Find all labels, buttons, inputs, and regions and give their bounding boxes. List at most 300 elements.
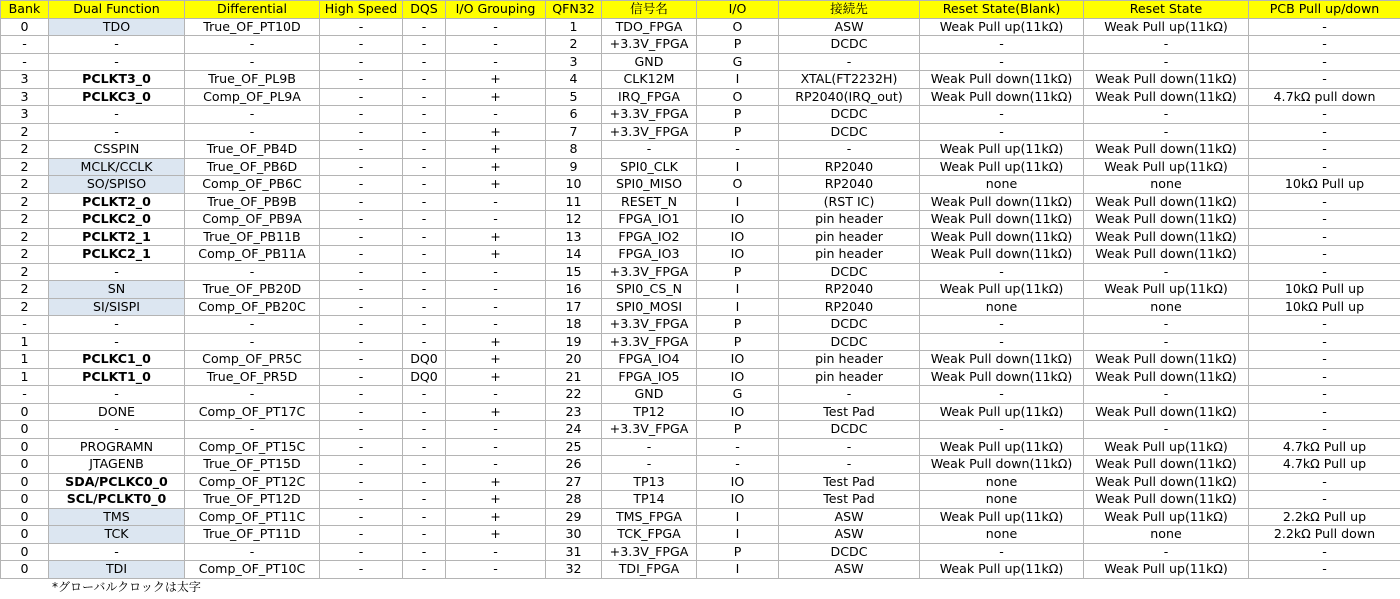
table-cell: - (1249, 333, 1400, 351)
table-cell: G (697, 53, 779, 71)
table-cell: pin header (779, 211, 920, 229)
table-cell: - (185, 263, 320, 281)
table-cell: GND (602, 386, 697, 404)
table-cell: - (185, 123, 320, 141)
table-cell: - (320, 333, 403, 351)
table-cell: 2 (1, 193, 49, 211)
table-cell: - (920, 106, 1084, 124)
table-cell: - (320, 561, 403, 579)
table-cell: MCLK/CCLK (49, 158, 185, 176)
table-cell: 21 (546, 368, 602, 386)
table-cell: - (779, 386, 920, 404)
table-row (1, 18, 1400, 36)
table-cell: Weak Pull up(11kΩ) (1084, 158, 1249, 176)
table-cell: FPGA_IO4 (602, 351, 697, 369)
table-cell: I (697, 298, 779, 316)
table-row (1, 456, 1400, 474)
table-cell: pin header (779, 246, 920, 264)
table-cell: PROGRAMN (49, 438, 185, 456)
table-cell: 0 (1, 473, 49, 491)
table-cell: - (1249, 193, 1400, 211)
table-cell: Weak Pull down(11kΩ) (1084, 473, 1249, 491)
table-cell: 0 (1, 561, 49, 579)
table-cell: - (49, 263, 185, 281)
table-cell: - (1249, 403, 1400, 421)
table-cell: - (49, 106, 185, 124)
table-row (1, 158, 1400, 176)
table-cell: - (320, 123, 403, 141)
table-cell: - (403, 438, 446, 456)
table-cell: - (446, 193, 546, 211)
table-cell: 24 (546, 421, 602, 439)
table-cell: - (403, 123, 446, 141)
table-cell: Comp_OF_PB11A (185, 246, 320, 264)
table-cell: none (1084, 526, 1249, 544)
table-cell: CLK12M (602, 71, 697, 89)
table-cell: CSSPIN (49, 141, 185, 159)
table-cell: P (697, 316, 779, 334)
table-cell: TCK_FPGA (602, 526, 697, 544)
table-cell: - (602, 141, 697, 159)
table-cell: - (1249, 53, 1400, 71)
table-cell: 14 (546, 246, 602, 264)
table-row (1, 561, 1400, 579)
table-cell: pin header (779, 368, 920, 386)
table-cell: Comp_OF_PL9A (185, 88, 320, 106)
table-cell: - (403, 246, 446, 264)
table-row (1, 508, 1400, 526)
table-cell: - (320, 36, 403, 54)
table-cell: P (697, 106, 779, 124)
table-cell: SI/SISPI (49, 298, 185, 316)
table-cell: +3.3V_FPGA (602, 263, 697, 281)
table-cell: Weak Pull down(11kΩ) (1084, 141, 1249, 159)
table-cell: - (1084, 36, 1249, 54)
table-cell: Comp_OF_PR5C (185, 351, 320, 369)
table-cell: GND (602, 53, 697, 71)
table-cell: Weak Pull down(11kΩ) (1084, 351, 1249, 369)
table-cell: - (1084, 543, 1249, 561)
table-cell: FPGA_IO1 (602, 211, 697, 229)
table-cell: O (697, 18, 779, 36)
table-cell: - (403, 298, 446, 316)
table-cell: I (697, 526, 779, 544)
table-cell: + (446, 403, 546, 421)
table-cell: - (446, 561, 546, 579)
table-cell: - (403, 211, 446, 229)
table-cell: 1 (546, 18, 602, 36)
table-row (1, 491, 1400, 509)
table-cell: pin header (779, 351, 920, 369)
table-cell: DCDC (779, 106, 920, 124)
table-cell: True_OF_PB20D (185, 281, 320, 299)
table-cell: Weak Pull down(11kΩ) (1084, 368, 1249, 386)
table-cell: 29 (546, 508, 602, 526)
table-cell: - (320, 88, 403, 106)
table-cell: - (920, 53, 1084, 71)
table-cell: PCLKC2_1 (49, 246, 185, 264)
table-cell: - (49, 53, 185, 71)
table-cell: - (403, 88, 446, 106)
table-cell: ASW (779, 18, 920, 36)
table-cell: - (403, 456, 446, 474)
table-cell: +3.3V_FPGA (602, 316, 697, 334)
table-cell: Weak Pull down(11kΩ) (1084, 228, 1249, 246)
table-cell: - (403, 36, 446, 54)
table-cell: - (320, 211, 403, 229)
table-row (1, 473, 1400, 491)
table-cell: - (403, 53, 446, 71)
table-cell: TP13 (602, 473, 697, 491)
table-cell: - (49, 123, 185, 141)
column-header: DQS (403, 1, 446, 19)
table-cell: RP2040 (779, 281, 920, 299)
table-row (1, 438, 1400, 456)
table-cell: 15 (546, 263, 602, 281)
table-cell: 26 (546, 456, 602, 474)
column-header: I/O (697, 1, 779, 19)
table-cell: - (1249, 543, 1400, 561)
table-cell: TDO (49, 18, 185, 36)
table-cell: - (320, 281, 403, 299)
table-cell: PCLKC3_0 (49, 88, 185, 106)
table-cell: +3.3V_FPGA (602, 421, 697, 439)
table-cell: - (320, 106, 403, 124)
table-cell: - (403, 141, 446, 159)
table-cell: - (403, 386, 446, 404)
table-cell: + (446, 508, 546, 526)
table-cell: none (920, 176, 1084, 194)
table-cell: - (49, 386, 185, 404)
table-cell: 4.7kΩ Pull up (1249, 456, 1400, 474)
table-cell: Weak Pull down(11kΩ) (920, 228, 1084, 246)
table-row (1, 421, 1400, 439)
table-cell: ASW (779, 508, 920, 526)
table-row (1, 403, 1400, 421)
table-cell: 3 (1, 106, 49, 124)
table-cell: - (1249, 123, 1400, 141)
table-cell: none (920, 298, 1084, 316)
table-cell: IO (697, 246, 779, 264)
table-cell: Weak Pull up(11kΩ) (920, 18, 1084, 36)
table-cell: 32 (546, 561, 602, 579)
column-header: I/O Grouping (446, 1, 546, 19)
table-cell: Weak Pull up(11kΩ) (920, 403, 1084, 421)
table-cell: - (446, 386, 546, 404)
table-cell: - (1249, 561, 1400, 579)
table-cell: TP14 (602, 491, 697, 509)
table-cell: - (185, 333, 320, 351)
table-cell: Comp_OF_PT12C (185, 473, 320, 491)
table-cell: Test Pad (779, 403, 920, 421)
table-cell: DCDC (779, 263, 920, 281)
table-cell: 2 (546, 36, 602, 54)
table-cell: SDA/PCLKC0_0 (49, 473, 185, 491)
table-cell: JTAGENB (49, 456, 185, 474)
table-cell: - (403, 421, 446, 439)
table-cell: IO (697, 403, 779, 421)
table-cell: PCLKT2_1 (49, 228, 185, 246)
table-cell: 3 (546, 53, 602, 71)
table-cell: - (1249, 36, 1400, 54)
table-cell: DCDC (779, 543, 920, 561)
table-cell: - (403, 508, 446, 526)
table-cell: - (446, 106, 546, 124)
table-cell: + (446, 351, 546, 369)
table-cell: 2 (1, 298, 49, 316)
table-cell: - (185, 53, 320, 71)
table-cell: True_OF_PB6D (185, 158, 320, 176)
table-cell: Comp_OF_PB9A (185, 211, 320, 229)
table-cell: + (446, 526, 546, 544)
table-cell: Comp_OF_PT11C (185, 508, 320, 526)
table-cell: - (403, 316, 446, 334)
table-cell: - (320, 53, 403, 71)
table-cell: P (697, 543, 779, 561)
table-cell: 2 (1, 211, 49, 229)
table-cell: O (697, 88, 779, 106)
table-cell: 2 (1, 158, 49, 176)
table-cell: + (446, 473, 546, 491)
table-cell: IO (697, 368, 779, 386)
table-cell: 17 (546, 298, 602, 316)
table-row (1, 543, 1400, 561)
table-cell: P (697, 333, 779, 351)
table-cell: True_OF_PL9B (185, 71, 320, 89)
table-cell: I (697, 281, 779, 299)
table-row (1, 386, 1400, 404)
table-cell: Comp_OF_PT17C (185, 403, 320, 421)
table-cell: Weak Pull down(11kΩ) (920, 456, 1084, 474)
table-cell: + (446, 333, 546, 351)
table-cell: - (920, 421, 1084, 439)
table-cell: - (320, 438, 403, 456)
table-cell: SCL/PCLKT0_0 (49, 491, 185, 509)
table-cell: - (1249, 246, 1400, 264)
table-cell: + (446, 228, 546, 246)
table-cell: + (446, 71, 546, 89)
table-cell: - (920, 543, 1084, 561)
table-cell: + (446, 158, 546, 176)
table-cell: ASW (779, 526, 920, 544)
table-row (1, 526, 1400, 544)
table-cell: - (602, 456, 697, 474)
table-cell: - (320, 228, 403, 246)
table-cell: Test Pad (779, 473, 920, 491)
table-cell: True_OF_PT12D (185, 491, 320, 509)
table-cell: PCLKT2_0 (49, 193, 185, 211)
table-cell: - (1, 36, 49, 54)
column-header: Differential (185, 1, 320, 19)
table-cell: 0 (1, 438, 49, 456)
table-cell: - (320, 456, 403, 474)
table-cell: 6 (546, 106, 602, 124)
table-cell: - (49, 421, 185, 439)
table-cell: Weak Pull up(11kΩ) (1084, 561, 1249, 579)
table-cell: - (320, 71, 403, 89)
table-cell: - (446, 211, 546, 229)
table-cell: 2 (1, 228, 49, 246)
table-cell: Weak Pull down(11kΩ) (1084, 71, 1249, 89)
table-cell: - (1084, 333, 1249, 351)
table-cell: - (1084, 106, 1249, 124)
table-cell: - (320, 18, 403, 36)
table-cell: 11 (546, 193, 602, 211)
table-cell: 10kΩ Pull up (1249, 298, 1400, 316)
table-cell: True_OF_PR5D (185, 368, 320, 386)
table-cell: - (1084, 386, 1249, 404)
table-cell: Weak Pull up(11kΩ) (1084, 18, 1249, 36)
table-cell: 0 (1, 526, 49, 544)
table-cell: - (185, 36, 320, 54)
table-row (1, 368, 1400, 386)
table-cell: 1 (1, 368, 49, 386)
table-cell: 13 (546, 228, 602, 246)
table-cell: 0 (1, 543, 49, 561)
table-cell: +3.3V_FPGA (602, 333, 697, 351)
table-cell: - (403, 281, 446, 299)
table-row (1, 123, 1400, 141)
table-cell: - (49, 543, 185, 561)
table-cell: TCK (49, 526, 185, 544)
table-cell: RESET_N (602, 193, 697, 211)
table-cell: DCDC (779, 36, 920, 54)
table-row (1, 298, 1400, 316)
table-cell: PCLKC1_0 (49, 351, 185, 369)
table-cell: 22 (546, 386, 602, 404)
table-cell: PCLKC2_0 (49, 211, 185, 229)
table-cell: RP2040 (779, 176, 920, 194)
table-cell: - (779, 141, 920, 159)
column-header: Dual Function (49, 1, 185, 19)
table-cell: True_OF_PT15D (185, 456, 320, 474)
table-cell: - (1249, 421, 1400, 439)
table-cell: 2 (1, 123, 49, 141)
table-cell: I (697, 193, 779, 211)
table-cell: - (446, 53, 546, 71)
table-cell: Weak Pull up(11kΩ) (920, 158, 1084, 176)
table-cell: - (320, 526, 403, 544)
table-cell: - (403, 158, 446, 176)
table-cell: Weak Pull up(11kΩ) (920, 561, 1084, 579)
table-cell: - (1084, 53, 1249, 71)
table-cell: - (1084, 421, 1249, 439)
table-cell: none (1084, 176, 1249, 194)
table-cell: +3.3V_FPGA (602, 123, 697, 141)
table-cell: + (446, 123, 546, 141)
table-cell: - (185, 543, 320, 561)
table-cell: +3.3V_FPGA (602, 106, 697, 124)
table-cell: - (320, 263, 403, 281)
table-cell: - (320, 421, 403, 439)
table-cell: 30 (546, 526, 602, 544)
table-cell: - (446, 298, 546, 316)
table-cell: 27 (546, 473, 602, 491)
table-cell: - (403, 228, 446, 246)
table-cell: 4.7kΩ Pull up (1249, 438, 1400, 456)
footnote: *グローバルクロックは太字 (52, 579, 201, 594)
table-row (1, 351, 1400, 369)
table-cell: Weak Pull up(11kΩ) (1084, 281, 1249, 299)
table-cell: - (320, 298, 403, 316)
table-cell: TMS (49, 508, 185, 526)
table-cell: FPGA_IO2 (602, 228, 697, 246)
table-cell: True_OF_PT10D (185, 18, 320, 36)
table-cell: + (446, 368, 546, 386)
table-cell: - (1249, 473, 1400, 491)
table-cell: Weak Pull down(11kΩ) (1084, 491, 1249, 509)
table-cell: - (320, 316, 403, 334)
table-cell: - (403, 193, 446, 211)
table-cell: 25 (546, 438, 602, 456)
table-cell: IO (697, 228, 779, 246)
table-cell: - (320, 543, 403, 561)
table-cell: Weak Pull down(11kΩ) (920, 368, 1084, 386)
table-cell: Weak Pull down(11kΩ) (920, 193, 1084, 211)
header-row (1, 1, 1400, 19)
table-cell: 0 (1, 508, 49, 526)
table-cell: - (185, 386, 320, 404)
table-cell: - (1249, 386, 1400, 404)
table-cell: Weak Pull down(11kΩ) (920, 351, 1084, 369)
table-cell: DCDC (779, 421, 920, 439)
table-cell: 4.7kΩ pull down (1249, 88, 1400, 106)
table-cell: - (446, 543, 546, 561)
table-cell: +3.3V_FPGA (602, 36, 697, 54)
table-cell: - (49, 316, 185, 334)
table-cell: 12 (546, 211, 602, 229)
table-cell: SPI0_MISO (602, 176, 697, 194)
table-cell: PCLKT3_0 (49, 71, 185, 89)
table-cell: - (446, 18, 546, 36)
table-cell: - (320, 351, 403, 369)
table-cell: - (185, 421, 320, 439)
table-cell: DONE (49, 403, 185, 421)
table-row (1, 106, 1400, 124)
table-cell: - (320, 491, 403, 509)
table-cell: + (446, 176, 546, 194)
table-cell: 9 (546, 158, 602, 176)
table-cell: SPI0_CS_N (602, 281, 697, 299)
table-cell: 8 (546, 141, 602, 159)
table-cell: Weak Pull down(11kΩ) (1084, 88, 1249, 106)
column-header: 接続先 (779, 1, 920, 19)
table-cell: - (320, 508, 403, 526)
table-cell: - (1249, 491, 1400, 509)
table-cell: - (1084, 123, 1249, 141)
table-cell: Comp_OF_PB6C (185, 176, 320, 194)
table-cell: XTAL(FT2232H) (779, 71, 920, 89)
column-header: Bank (1, 1, 49, 19)
table-cell: - (1249, 368, 1400, 386)
table-cell: - (697, 456, 779, 474)
table-cell: - (320, 246, 403, 264)
table-cell: none (920, 491, 1084, 509)
table-cell: Test Pad (779, 491, 920, 509)
table-row (1, 246, 1400, 264)
table-cell: - (920, 263, 1084, 281)
table-cell: DCDC (779, 333, 920, 351)
table-cell: - (446, 456, 546, 474)
table-cell: TDI (49, 561, 185, 579)
table-cell: - (779, 456, 920, 474)
table-cell: P (697, 123, 779, 141)
table-cell: 2.2kΩ Pull up (1249, 508, 1400, 526)
table-cell: Weak Pull up(11kΩ) (920, 141, 1084, 159)
table-cell: - (920, 123, 1084, 141)
table-cell: Weak Pull down(11kΩ) (1084, 403, 1249, 421)
table-cell: SPI0_CLK (602, 158, 697, 176)
